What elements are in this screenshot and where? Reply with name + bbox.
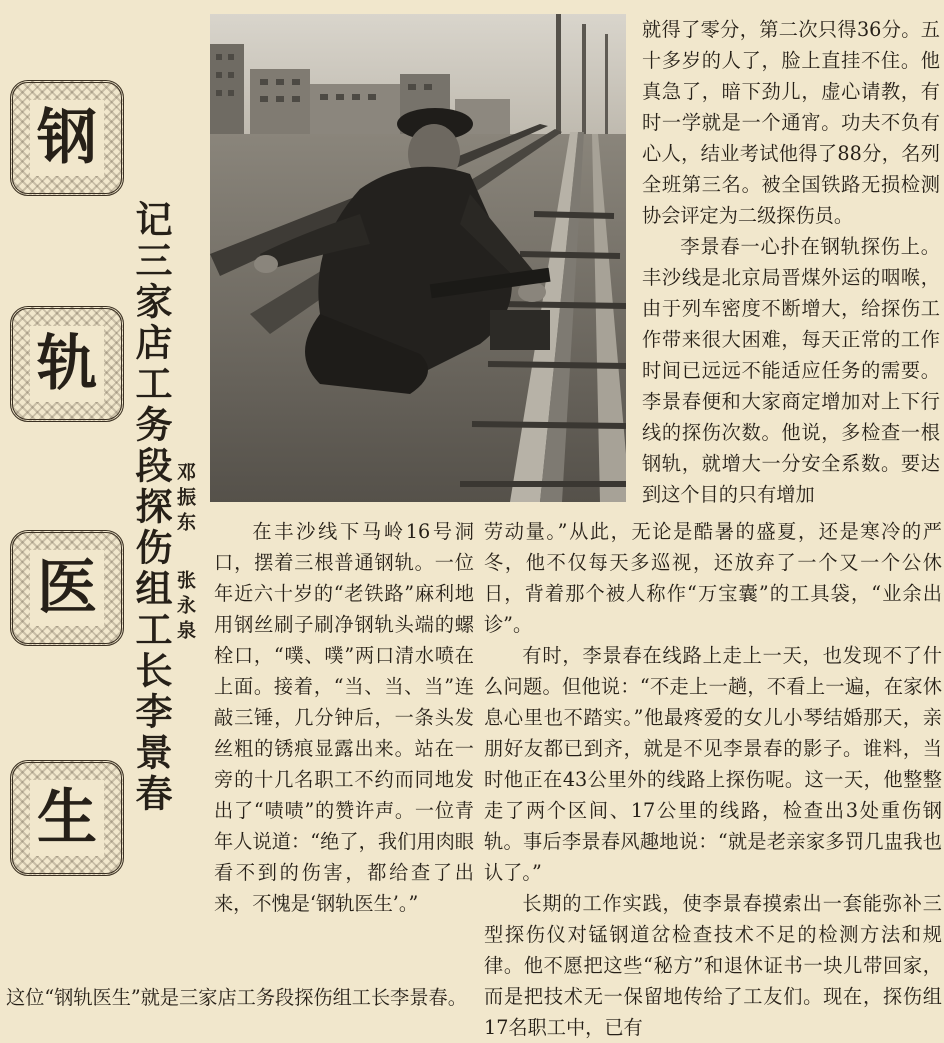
article-column-middle xyxy=(214,516,474,919)
article-paragraph: 长期的工作实践，使李景春摸索出一套能弥补三型探伤仪对锰钢道岔检查技术不足的检测方法和规律。他不愿把这些“秘方”和退休证书一块儿带回家，而是把技术无一保留地传给了工友们。现在，探伤组17名职工中，已有 xyxy=(484,892,942,1039)
rail-inspection-photo xyxy=(210,14,626,502)
article-paragraph: 这位“钢轨医生”就是三家店工务段探伤组工长李景春。 xyxy=(6,986,467,1009)
article-column-bottom-left xyxy=(6,982,476,1013)
article-paragraph: 李景春一心扑在钢轨探伤上。丰沙线是北京局晋煤外运的咽喉，由于列车密度不断增大，给探伤工作带来很大困难，每天正常的工作时间已远远不能适应任务的需要。李景春便和大家商定增加对上下行线的探伤次数。他说，多检查一根钢轨，就增大一分安全系数。要达到这个目的只有增加 xyxy=(642,235,940,506)
headline-char: 轨 xyxy=(30,326,104,402)
photo-illustration xyxy=(210,14,626,502)
article-subtitle: 记三家店工务段探伤组工长李景春 xyxy=(129,200,173,815)
byline-author-1: 邓振东 xyxy=(174,462,196,537)
article-paragraph: 劳动量。”从此，无论是酷暑的盛夏，还是寒冷的严冬，他不仅每天多巡视，还放弃了一个又一个公休日，背着那个被人称作“万宝囊”的工具袋，“业余出诊”。 xyxy=(484,520,942,636)
article-column-right xyxy=(642,14,940,510)
headline-char: 医 xyxy=(30,550,104,626)
headline-char-box xyxy=(10,760,124,876)
article-paragraph: 就得了零分，第二次只得36分。五十多岁的人了，脸上直挂不住。他真急了，暗下劲儿，虚心请教，有时一学就是一个通宵。功夫不负有心人，结业考试他得了88分，名列全班第三名。被全国铁路无损检测协会评定为二级探伤员。 xyxy=(642,18,940,227)
article-column-bottom-right xyxy=(484,516,942,1043)
article-paragraph: 有时，李景春在线路上走上一天，也发现不了什么问题。但他说：“不走上一趟，不看上一遍，在家休息心里也不踏实。”他最疼爱的女儿小琴结婚那天，亲朋好友都已到齐，就是不见李景春的影子。谁料，当时他正在43公里外的线路上探伤呢。这一天，他整整走了两个区间、17公里的线路，检查出3处重伤钢轨。事后李景春风趣地说：“就是老亲家多罚几盅我也认了。” xyxy=(484,644,942,884)
headline-char: 钢 xyxy=(30,100,104,176)
headline-char-box xyxy=(10,306,124,422)
headline-char-box xyxy=(10,80,124,196)
article-paragraph: 在丰沙线下马岭16号洞口，摆着三根普通钢轨。一位年近六十岁的“老铁路”麻利地用钢丝刷子刷净钢轨头端的螺栓口，“噗、噗”两口清水喷在上面。接着，“当、当、当”连敲三锤，几分钟后，一条头发丝粗的锈痕显露出来。站在一旁的十几名职工不约而同地发出了“啧啧”的赞许声。一位青年人说道：“绝了，我们用肉眼看不到的伤害，都给查了出来，不愧是‘钢轨医生’。” xyxy=(214,520,474,915)
byline-author-2: 张永泉 xyxy=(174,570,196,645)
headline-char-box xyxy=(10,530,124,646)
headline-char: 生 xyxy=(30,780,104,856)
